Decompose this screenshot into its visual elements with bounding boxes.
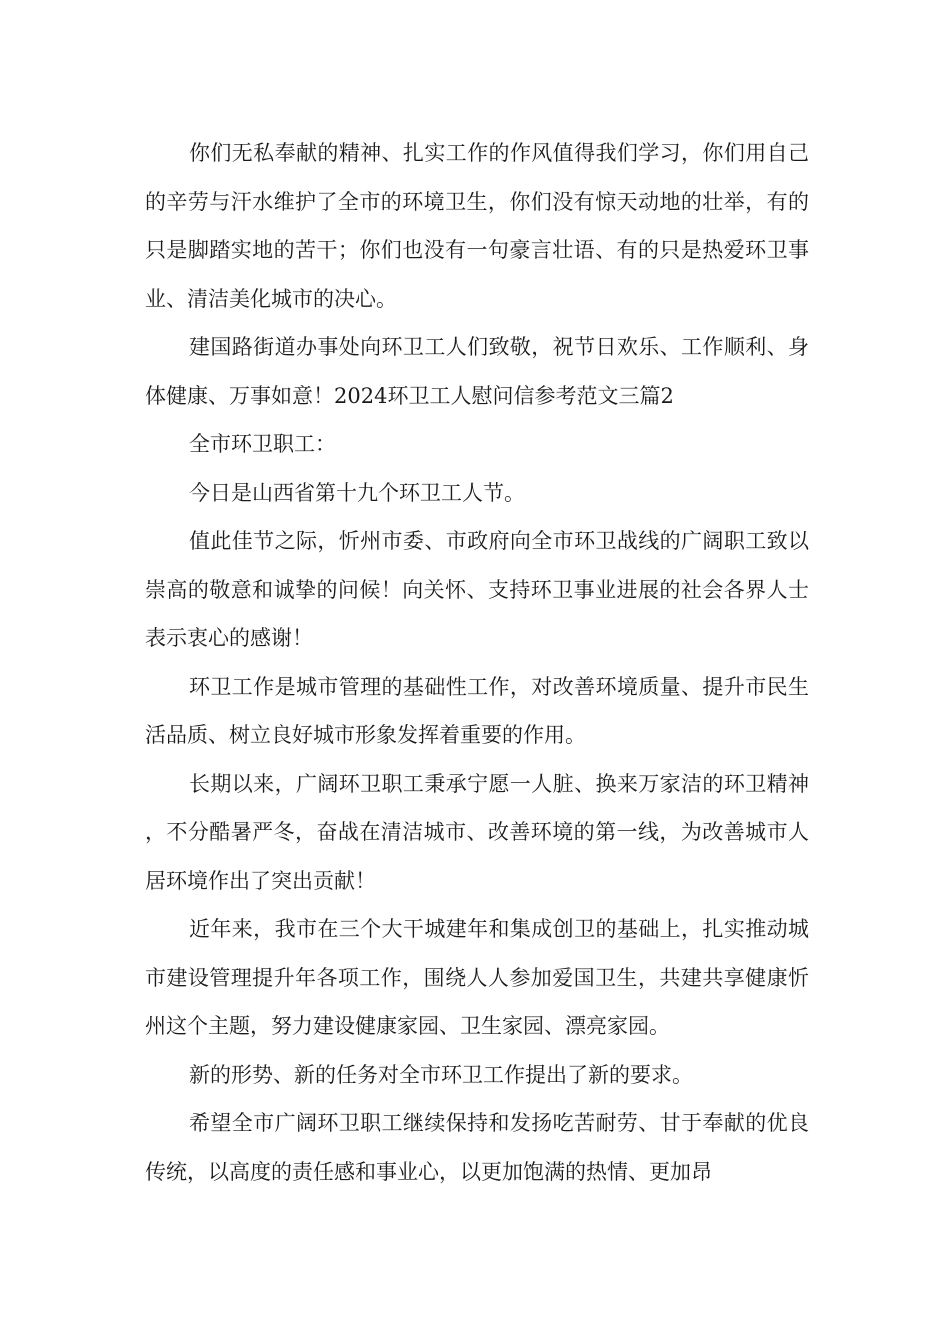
paragraph: 长期以来，广阔环卫职工秉承宁愿一人脏、换来万家洁的环卫精神，不分酷暑严冬，奋战在清洁城市、改善环境的第一线，为改善城市人居环境作出了突出贡献！ (145, 771, 809, 893)
paragraph: 建国路街道办事处向环卫工人们致敬，祝节日欢乐、工作顺利、身体健康、万事如意！2024环卫工人慰问信参考范文三篇2 (145, 335, 809, 408)
paragraph: 值此佳节之际，忻州市委、市政府向全市环卫战线的广阔职工致以崇高的敬意和诚挚的问候！向关怀、支持环卫事业进展的社会各界人士表示衷心的感谢！ (145, 529, 809, 650)
paragraph: 新的形势、新的任务对全市环卫工作提出了新的要求。 (189, 1062, 693, 1087)
paragraph: 全市环卫职工： (189, 432, 336, 456)
paragraph: 今日是山西省第十九个环卫工人节。 (189, 480, 525, 505)
paragraph: 你们无私奉献的精神、扎实工作的作风值得我们学习，你们用自己的辛劳与汗水维护了全市的环境卫生，你们没有惊天动地的壮举，有的只是脚踏实地的苦干；你们也没有一句豪言壮语、有的只是热爱环卫事业、清洁美化城市的决心。 (145, 141, 809, 311)
paragraph: 近年来，我市在三个大干城建年和集成创卫的基础上，扎实推动城市建设管理提升年各项工作，围绕人人参加爱国卫生，共建共享健康忻州这个主题，努力建设健康家园、卫生家园、漂亮家园。 (145, 917, 809, 1038)
paragraph: 希望全市广阔环卫职工继续保持和发扬吃苦耐劳、甘于奉献的优良传统，以高度的责任感和事业心，以更加饱满的热情、更加昂 (145, 1111, 809, 1184)
document-body (145, 129, 809, 1196)
paragraph: 环卫工作是城市管理的基础性工作，对改善环境质量、提升市民生活品质、树立良好城市形象发挥着重要的作用。 (145, 674, 809, 747)
